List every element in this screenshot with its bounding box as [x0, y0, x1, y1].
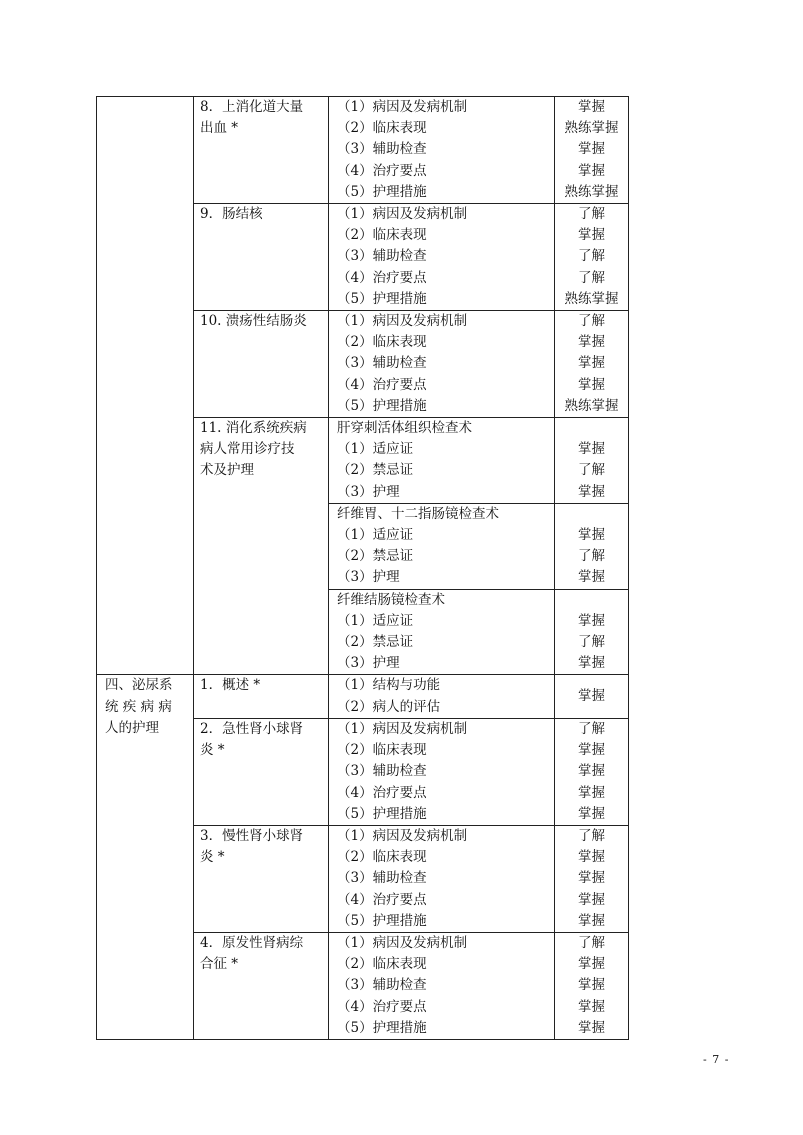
requirement-level: 了解	[578, 462, 605, 479]
content-item: （2）临床表现	[337, 956, 427, 973]
level-spacer	[555, 418, 628, 439]
disease-name-line: 病人常用诊疗技	[200, 441, 295, 458]
level-cell	[555, 311, 629, 418]
requirement-level: 了解	[578, 248, 605, 265]
content-item: （5）护理措施	[337, 912, 427, 929]
disease-name-line: 8．上消化道大量	[200, 99, 304, 115]
requirement-level: 了解	[578, 206, 605, 223]
requirement-level: 掌握	[578, 141, 605, 158]
content-item: （2）临床表现	[337, 849, 427, 866]
content-item: （2）临床表现	[337, 742, 427, 759]
disease-cell	[194, 718, 329, 825]
requirement-level: 掌握	[578, 742, 605, 759]
requirement-level: 掌握	[578, 784, 605, 801]
procedure-header: 纤维胃、十二指肠镜检查术	[337, 505, 499, 522]
disease-cell	[194, 418, 329, 675]
system-cell	[97, 675, 194, 1039]
requirement-level: 掌握	[578, 655, 605, 672]
requirement-level: 掌握	[578, 162, 605, 179]
content-cell	[329, 418, 555, 504]
requirement-level: 掌握	[578, 376, 605, 393]
requirement-level: 熟练掌握	[564, 397, 619, 414]
requirement-level: 熟练掌握	[564, 120, 619, 137]
content-item: （1）病因及发病机制	[337, 827, 468, 844]
content-item: （3）护理	[337, 569, 400, 586]
requirement-level: 掌握	[578, 912, 605, 929]
system-cell	[97, 97, 194, 675]
level-spacer	[555, 504, 628, 525]
content-item: （3）辅助检查	[337, 355, 427, 372]
requirement-level: 掌握	[578, 569, 605, 586]
procedure-header: 肝穿刺活体组织检查术	[337, 420, 472, 437]
content-item: （5）护理措施	[337, 805, 427, 822]
content-cell	[329, 825, 555, 932]
requirement-level: 掌握	[578, 334, 605, 351]
disease-name-line: 4．原发性肾病综	[200, 934, 304, 951]
content-item: （2）临床表现	[337, 227, 427, 244]
requirement-level: 掌握	[578, 355, 605, 372]
requirement-level: 掌握	[578, 1019, 605, 1036]
content-item: （2）病人的评估	[337, 698, 441, 715]
disease-cell	[194, 204, 329, 311]
content-item: （4）治疗要点	[337, 376, 427, 393]
content-item: （1）病因及发病机制	[337, 313, 468, 330]
level-cell	[555, 718, 629, 825]
requirement-level: 掌握	[578, 998, 605, 1015]
level-cell	[555, 589, 629, 675]
content-cell	[329, 97, 555, 204]
table-row	[97, 97, 629, 204]
content-item: （3）护理	[337, 655, 400, 672]
content-item: （1）适应证	[337, 527, 414, 544]
requirement-level: 掌握	[578, 849, 605, 866]
disease-name-line: 炎 *	[200, 849, 225, 866]
level-spacer	[555, 590, 628, 611]
content-item: （4）治疗要点	[337, 269, 427, 286]
content-item: （3）辅助检查	[337, 248, 427, 265]
level-cell	[555, 825, 629, 932]
content-cell	[329, 718, 555, 825]
content-item: （1）适应证	[337, 612, 414, 629]
page-number: - 7 -	[703, 1053, 730, 1066]
content-item: （2）禁忌证	[337, 634, 414, 651]
disease-name-line: 术及护理	[200, 462, 254, 479]
content-cell	[329, 675, 555, 718]
disease-name-line: 11. 消化系统疾病	[200, 420, 307, 437]
disease-cell	[194, 675, 329, 718]
content-item: （2）临床表现	[337, 334, 427, 351]
requirement-level: 了解	[578, 269, 605, 286]
content-item: （2）禁忌证	[337, 548, 414, 565]
requirement-level: 了解	[578, 934, 605, 951]
content-item: （5）护理措施	[337, 397, 427, 414]
content-item: （1）适应证	[337, 441, 414, 458]
content-item: （4）治疗要点	[337, 998, 427, 1015]
level-cell	[555, 97, 629, 204]
requirement-level: 了解	[578, 634, 605, 651]
system-name-line: 人的护理	[105, 719, 159, 736]
requirement-level: 掌握	[578, 99, 605, 115]
content-item: （2）禁忌证	[337, 462, 414, 479]
disease-name-line: 合征 *	[200, 956, 239, 973]
content-cell	[329, 589, 555, 675]
disease-name-line: 出血 *	[200, 120, 239, 137]
requirement-level: 掌握	[578, 527, 605, 544]
requirement-level: 掌握	[578, 688, 605, 705]
requirement-level: 掌握	[578, 870, 605, 887]
requirement-level: 熟练掌握	[564, 290, 619, 307]
content-item: （4）治疗要点	[337, 162, 427, 179]
disease-cell	[194, 825, 329, 932]
disease-cell	[194, 311, 329, 418]
level-cell	[555, 204, 629, 311]
requirement-level: 了解	[578, 720, 605, 737]
content-item: （1）结构与功能	[337, 677, 441, 694]
disease-cell	[194, 97, 329, 204]
requirement-level: 了解	[578, 827, 605, 844]
content-item: （3）辅助检查	[337, 977, 427, 994]
content-item: （3）辅助检查	[337, 763, 427, 780]
content-item: （4）治疗要点	[337, 784, 427, 801]
content-item: （1）病因及发病机制	[337, 99, 468, 115]
table-row	[97, 675, 629, 718]
content-item: （3）护理	[337, 483, 400, 500]
disease-name-line: 1．概述 *	[200, 677, 261, 694]
requirement-level: 了解	[578, 313, 605, 330]
content-cell	[329, 204, 555, 311]
level-cell	[555, 932, 629, 1039]
procedure-header: 纤维结肠镜检查术	[337, 591, 445, 608]
disease-name-line: 9．肠结核	[200, 206, 263, 223]
content-item: （4）治疗要点	[337, 891, 427, 908]
content-item: （1）病因及发病机制	[337, 206, 468, 223]
requirement-level: 掌握	[578, 891, 605, 908]
requirement-level: 掌握	[578, 227, 605, 244]
content-item: （5）护理措施	[337, 183, 427, 200]
level-cell	[555, 503, 629, 589]
level-cell	[555, 418, 629, 504]
content-item: （5）护理措施	[337, 1019, 427, 1036]
requirement-level: 掌握	[578, 612, 605, 629]
system-name-line: 四、泌尿系	[105, 677, 173, 694]
disease-name-line: 3．慢性肾小球肾	[200, 827, 304, 844]
content-cell	[329, 311, 555, 418]
disease-cell	[194, 932, 329, 1039]
disease-name-line: 10. 溃疡性结肠炎	[200, 313, 307, 330]
requirement-level: 了解	[578, 548, 605, 565]
level-cell	[555, 675, 629, 718]
syllabus-table	[96, 96, 629, 1040]
requirement-level: 掌握	[578, 483, 605, 500]
requirement-level: 掌握	[578, 977, 605, 994]
content-item: （3）辅助检查	[337, 870, 427, 887]
content-item: （5）护理措施	[337, 290, 427, 307]
requirement-level: 掌握	[578, 763, 605, 780]
content-item: （3）辅助检查	[337, 141, 427, 158]
system-name-line: 统 疾 病 病	[105, 698, 172, 715]
content-item: （1）病因及发病机制	[337, 720, 468, 737]
requirement-level: 掌握	[578, 805, 605, 822]
content-cell	[329, 503, 555, 589]
content-item: （1）病因及发病机制	[337, 934, 468, 951]
requirement-level: 掌握	[578, 441, 605, 458]
content-cell	[329, 932, 555, 1039]
requirement-level: 熟练掌握	[564, 183, 619, 200]
content-item: （2）临床表现	[337, 120, 427, 137]
disease-name-line: 2．急性肾小球肾	[200, 720, 304, 737]
disease-name-line: 炎 *	[200, 742, 225, 759]
requirement-level: 掌握	[578, 956, 605, 973]
